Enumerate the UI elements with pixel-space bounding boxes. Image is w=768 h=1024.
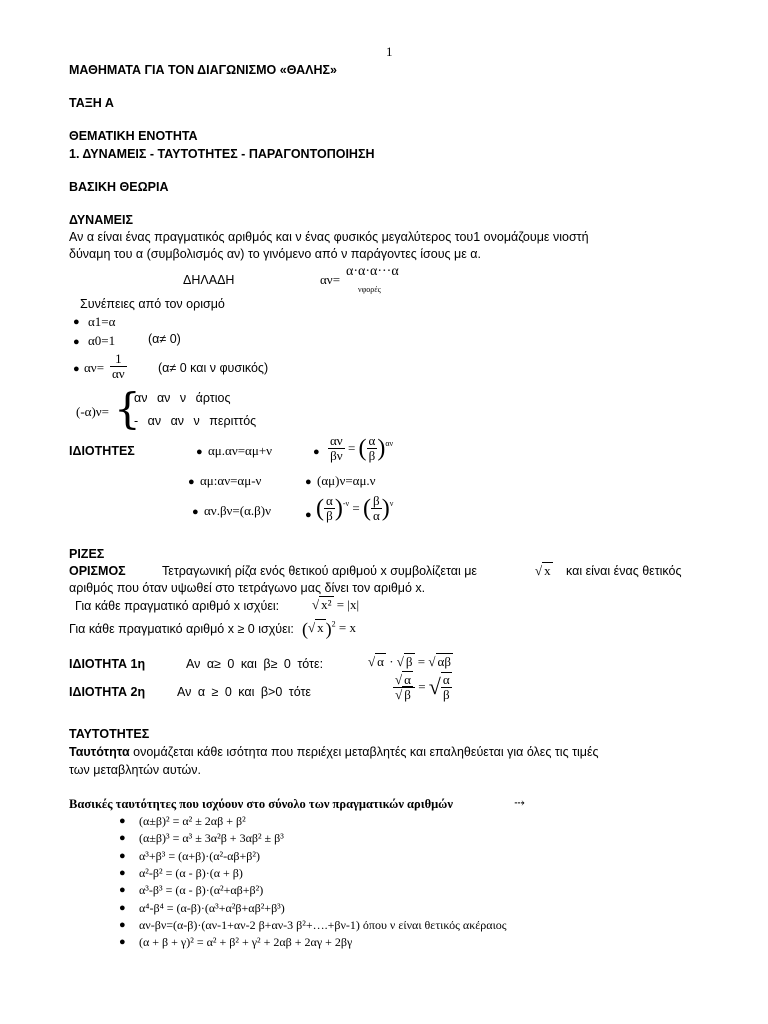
- identity-def-text: ονομάζεται κάθε ισότητα που περιέχει μεταβλητές και επαληθεύεται για όλες τις τιμές: [133, 745, 599, 759]
- bullet-icon: ●: [313, 446, 320, 458]
- identity-item: α²-β² = (α - β)·(α + β): [139, 865, 243, 880]
- dhladh-label: ΔΗΛΑΔΗ: [183, 273, 235, 287]
- curly-brace-icon: {: [114, 384, 141, 433]
- sqrt-x-symbol: √ x: [535, 563, 551, 578]
- powers-def-line1: Αν α είναι ένας πραγματικός αριθμός και ν ένας φυσικός μεγαλύτερος του1 ονομάζουμε νιοστή: [69, 230, 589, 244]
- rule2-result: = x: [338, 619, 356, 635]
- p4-fnum: α: [368, 433, 376, 448]
- bullet-icon: ●: [119, 884, 126, 897]
- roots-prop2-label: ΙΔΙΟΤΗΤΑ 2η: [69, 685, 146, 699]
- consequence-4-row1: αν αν ν άρτιος: [134, 391, 231, 405]
- bullet-icon: ●: [119, 866, 126, 879]
- bullet-icon: ●: [73, 316, 80, 328]
- identity-term: Ταυτότητα: [69, 745, 130, 759]
- class-label: ΤΑΞΗ Α: [69, 96, 114, 110]
- p6-a: α: [326, 493, 333, 508]
- bullet-icon: ●: [305, 476, 312, 488]
- roots-heading: ΡΙΖΕΣ: [69, 547, 105, 561]
- identities-def-line2: των μεταβλητών αυτών.: [69, 763, 201, 777]
- unit-label: ΘΕΜΑΤΙΚΗ ΕΝΟΤΗΤΑ: [69, 129, 198, 143]
- consequences-label: Συνέπειες από τον ορισμό: [80, 297, 225, 311]
- bullet-icon: ●: [196, 446, 203, 458]
- roots-prop2-cond: Αν α ≥ 0 και β>0 τότε: [177, 685, 312, 699]
- property-1: αμ.αν=αμ+ν: [208, 443, 273, 458]
- p4-fden: β: [368, 448, 376, 463]
- roots-rule1-text: Για κάθε πραγματικό αριθμό x ισχύει:: [75, 599, 280, 613]
- power-formula-rhs: α·α·α···α: [346, 264, 399, 279]
- p4-num: αν: [330, 433, 343, 448]
- powers-def-line2: δύναμη του α (συμβολισμός αν) το γινόμενο από ν παράγοντες ίσους με α.: [69, 247, 481, 261]
- identity-item: α³-β³ = (α - β)·(α²+αβ+β²): [139, 883, 264, 898]
- bullet-icon: ●: [119, 849, 126, 862]
- identity-item: (α + β + γ)² = α² + β² + γ² + 2αβ + 2αγ + 2βγ: [139, 935, 353, 950]
- consequence-3-frac: [110, 352, 127, 381]
- p4-den: βν: [330, 448, 343, 463]
- bullet-icon: ●: [73, 363, 80, 375]
- roots-rule2-text: Για κάθε πραγματικό αριθμό x ≥ 0 ισχύει:: [69, 622, 294, 636]
- identities-basic-title: Βασικές ταυτότητες που ισχύουν στο σύνολο των πραγματικών αριθμών: [69, 797, 453, 811]
- roots-def-text1: Τετραγωνική ρίζα ενός θετικού αριθμού x συμβολίζεται με: [162, 564, 477, 578]
- roots-prop1-label: ΙΔΙΟΤΗΤΑ 1η: [69, 657, 146, 671]
- p4-exp: αν: [385, 439, 394, 449]
- power-formula-lhs: αν=: [320, 272, 341, 287]
- bullet-icon: ●: [305, 509, 312, 521]
- p6-b2: β: [371, 494, 382, 509]
- c3-den: αν: [112, 366, 125, 381]
- bullet-icon: ●: [188, 476, 195, 488]
- bullet-icon: ●: [119, 901, 126, 914]
- p6-exp2: ν: [389, 499, 394, 509]
- roots-def-text2: και είναι ένας θετικός: [566, 564, 682, 578]
- unit-title: 1. ΔΥΝΑΜΕΙΣ - ΤΑΥΤΟΤΗΤΕΣ - ΠΑΡΑΓΟΝΤΟΠΟΙΗΣΗ: [69, 147, 375, 161]
- identity-item: αν-βν=(α-β)·(αν-1+αν-2 β+αν-3 β²+….+βν-1) όπου ν είναι θετικός ακέραιος: [139, 917, 507, 932]
- c3-num: 1: [110, 352, 127, 367]
- identities-def: [69, 744, 599, 760]
- bullet-icon: ●: [119, 815, 126, 827]
- identity-item: (α±β)² = α² ± 2αβ + β²: [139, 814, 246, 828]
- bullet-icon: ●: [192, 506, 199, 518]
- identities-heading: ΤΑΥΤΟΤΗΤΕΣ: [69, 727, 150, 741]
- property-4: $\frac{\alpha\nu}{\beta\nu}$ = ( $\frac{\alpha}{\beta}$ )$^{\alpha\nu}$: [330, 433, 394, 463]
- sqrt-x-radicand: x: [544, 563, 551, 578]
- consequence-3-cond: (α≠ 0 και ν φυσικός): [158, 361, 269, 375]
- roots-def-line2: αριθμός που όταν υψωθεί στο τετράγωνο μας δίνει τον αριθμό x.: [69, 581, 426, 595]
- roots-prop1-formula: √ α · √ β = √ αβ: [368, 654, 451, 669]
- theory-heading: ΒΑΣΙΚΗ ΘΕΩΡΙΑ: [69, 180, 169, 194]
- page-number: 1: [386, 44, 393, 59]
- roots-rule2-formula: (√ x )$^2$ = x: [302, 619, 356, 639]
- p6-b: β: [326, 508, 333, 523]
- bullet-icon: ●: [73, 336, 80, 348]
- power-formula-under: νφορές: [358, 285, 381, 294]
- roots-prop2-formula: $\frac{√ \alpha}{√ \beta}$ = √ $\frac{\alpha}{\beta}$: [395, 671, 450, 702]
- identity-item: (α±β)³ = α³ ± 3α²β + 3αβ² ± β³: [139, 831, 284, 846]
- property-2: αμ:αν=αμ-ν: [200, 473, 262, 488]
- p6-exp: -ν: [342, 499, 350, 509]
- consequence-3-lhs: αν=: [84, 360, 105, 375]
- rule2-radicand: x: [317, 619, 324, 635]
- properties-heading: ΙΔΙΟΤΗΤΕΣ: [69, 444, 135, 458]
- roots-def-label: ΟΡΙΣΜΟΣ: [69, 564, 126, 578]
- rule1-result: = |x|: [336, 597, 360, 612]
- bullet-icon: ●: [119, 918, 126, 931]
- identity-item: α³+β³ = (α+β)·(α²-αβ+β²): [139, 848, 261, 863]
- p6-a2: α: [372, 508, 380, 523]
- roots-rule1-formula: √ x² = |x|: [312, 597, 360, 612]
- arrow-icon: ⤏: [514, 795, 525, 810]
- doc-title: ΜΑΘΗΜΑΤΑ ΓΙΑ ΤΟΝ ΔΙΑΓΩΝΙΣΜΟ «ΘΑΛΗΣ»: [69, 63, 337, 77]
- consequence-4-lhs: (-α)ν=: [76, 404, 110, 419]
- consequence-4-row2: - αν αν ν περιττός: [134, 414, 257, 428]
- property-3: αν.βν=(α.β)ν: [204, 503, 271, 518]
- roots-prop1-cond: Αν α≥ 0 και β≥ 0 τότε:: [186, 657, 324, 671]
- bullet-icon: ●: [119, 936, 126, 949]
- powers-heading: ΔΥΝΑΜΕΙΣ: [69, 213, 133, 227]
- consequence-1: α1=α: [88, 314, 116, 329]
- property-5: (αμ)ν=αμ.ν: [317, 473, 376, 488]
- rule1-radicand: x²: [321, 597, 332, 612]
- consequence-2-cond: (α≠ 0): [148, 332, 181, 346]
- identity-item: α⁴-β⁴ = (α-β)·(α³+α²β+αβ²+β³): [139, 900, 285, 915]
- consequence-2: α0=1: [88, 333, 116, 348]
- bullet-icon: ●: [119, 832, 126, 845]
- property-6: ( $\frac{\alpha}{\beta}$ )$^{-\nu}$ = ( $\frac{\beta}{\alpha}$ )$^\nu$: [316, 493, 394, 523]
